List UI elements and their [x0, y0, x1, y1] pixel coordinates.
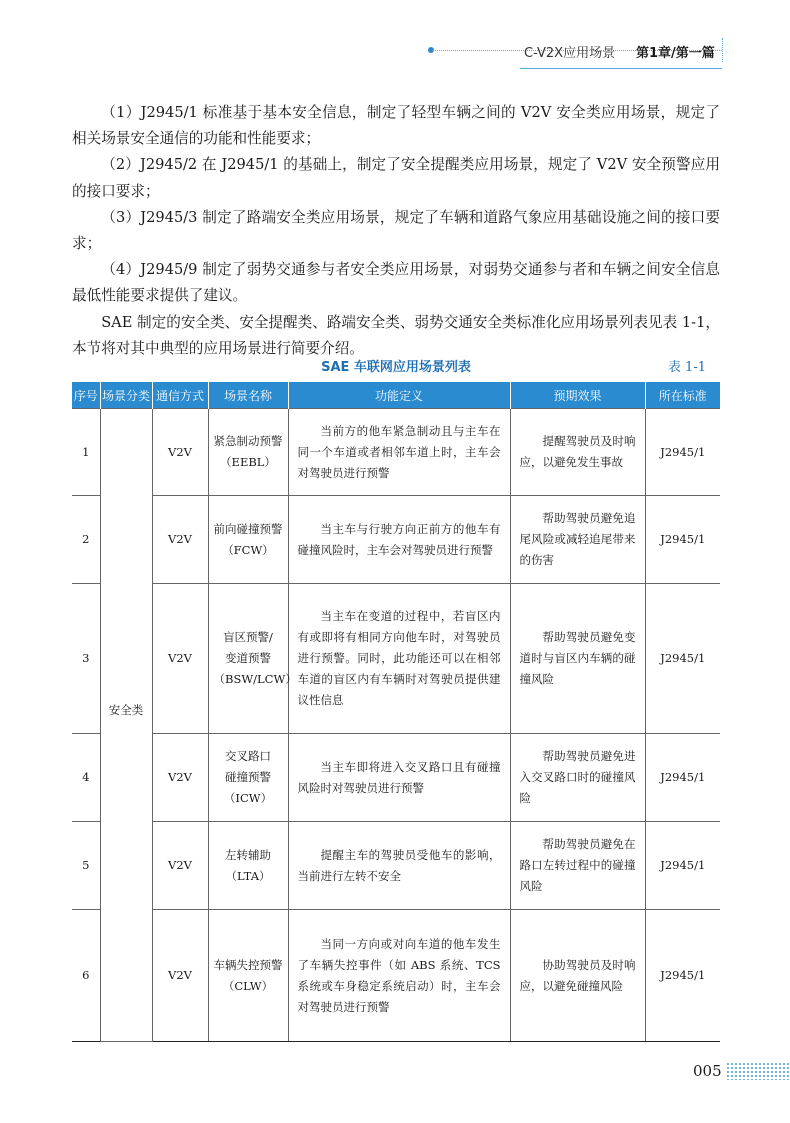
row-function-text: 当主车即将进入交叉路口且有碰撞风险时对驾驶员进行预警	[297, 759, 501, 795]
row-name-line: 交叉路口	[225, 749, 271, 763]
table-header-row	[72, 382, 720, 409]
row-effect	[510, 910, 645, 1042]
row-comm: V2V	[152, 496, 208, 584]
row-function-text: 提醒主车的驾驶员受他车的影响，当前进行左转不安全	[297, 847, 501, 883]
header-vertical-line	[722, 38, 723, 62]
row-function-text: 当前方的他车紧急制动且与主车在同一个车道或者相邻车道上时，主车会对驾驶员进行预警	[297, 423, 501, 480]
row-standard: J2945/1	[645, 496, 720, 584]
row-name	[208, 822, 288, 910]
row-effect-text: 帮助驾驶员避免进入交叉路口时的碰撞风险	[519, 749, 636, 805]
header-underline	[520, 68, 722, 69]
row-name	[208, 734, 288, 822]
row-effect	[510, 734, 645, 822]
row-comm: V2V	[152, 584, 208, 734]
row-name	[208, 910, 288, 1042]
table-number: 表 1-1	[667, 360, 706, 375]
header-function: 功能定义	[288, 382, 510, 409]
row-standard: J2945/1	[645, 584, 720, 734]
row-no: 3	[72, 584, 100, 734]
row-effect-text: 帮助驾驶员避免追尾风险或减轻追尾带来的伤害	[519, 511, 636, 567]
row-name-line: 盲区预警/	[223, 630, 273, 644]
header-no: 序号	[72, 382, 100, 409]
row-function	[288, 409, 510, 496]
table-row	[72, 409, 720, 496]
row-name-line: 紧急制动预警	[213, 434, 283, 448]
row-function	[288, 584, 510, 734]
row-function	[288, 822, 510, 910]
row-comm: V2V	[152, 822, 208, 910]
row-name-line: （ICW）	[223, 791, 273, 805]
row-function	[288, 910, 510, 1042]
row-effect	[510, 584, 645, 734]
table-row	[72, 496, 720, 584]
row-name-line: （LTA）	[225, 868, 271, 883]
row-effect	[510, 409, 645, 496]
row-no: 6	[72, 910, 100, 1042]
page-number: 005	[693, 1062, 722, 1080]
row-no: 5	[72, 822, 100, 910]
page-header	[0, 0, 790, 90]
row-standard: J2945/1	[645, 822, 720, 910]
row-function-text: 当同一方向或对向车道的他车发生了车辆失控事件（如 ABS 系统、TCS 系统或车身稳定系统启动）时，主车会对驾驶员进行预警	[297, 936, 501, 1014]
row-effect-text: 帮助驾驶员避免在路口左转过程中的碰撞风险	[519, 837, 636, 893]
row-name-line: （BSW/LCW）	[213, 672, 297, 686]
row-comm: V2V	[152, 409, 208, 496]
page-number-dots-decoration	[726, 1062, 790, 1080]
header-comm: 通信方式	[152, 382, 208, 409]
row-effect-text: 帮助驾驶员避免变道时与盲区内车辆的碰撞风险	[519, 630, 636, 686]
row-comm: V2V	[152, 734, 208, 822]
table-row	[72, 910, 720, 1042]
body-text	[72, 100, 720, 362]
scenario-table	[72, 382, 720, 1042]
row-name-line: 车辆失控预警	[213, 957, 283, 972]
row-name-line: 变道预警	[225, 651, 271, 665]
row-standard: J2945/1	[645, 734, 720, 822]
row-function-text: 当主车与行驶方向正前方的他车有碰撞风险时，主车会对驾驶员进行预警	[297, 521, 501, 557]
row-effect	[510, 822, 645, 910]
row-name-line: 前向碰撞预警	[213, 521, 283, 536]
table-row	[72, 734, 720, 822]
header-category: 场景分类	[100, 382, 152, 409]
header-book-title: C-V2X应用场景	[524, 46, 616, 61]
row-name-line: （EEBL）	[220, 455, 276, 469]
row-no: 4	[72, 734, 100, 822]
row-function-text: 当主车在变道的过程中，若盲区内有或即将有相同方向他车时，对驾驶员进行预警。同时，此功能还可以在相邻车道的盲区内有车辆时对驾驶员提供建议性信息	[297, 609, 501, 707]
header-standard: 所在标准	[645, 382, 720, 409]
row-name	[208, 496, 288, 584]
category-cell	[100, 409, 152, 1042]
row-no: 1	[72, 409, 100, 496]
row-standard: J2945/1	[645, 910, 720, 1042]
row-standard: J2945/1	[645, 409, 720, 496]
paragraph-j2945-3: （3）J2945/3 制定了路端安全类应用场景，规定了车辆和道路气象应用基础设施之间的接口要求；	[72, 208, 720, 253]
row-name	[208, 409, 288, 496]
paragraph-summary: SAE 制定的安全类、安全提醒类、路端安全类、弱势交通安全类标准化应用场景列表见表 1-1，本节将对其中典型的应用场景进行简要介绍。	[72, 313, 720, 357]
header-name: 场景名称	[208, 382, 288, 409]
table-row	[72, 584, 720, 734]
row-name	[208, 584, 297, 734]
row-no: 2	[72, 496, 100, 584]
paragraph-j2945-1: （1）J2945/1 标准基于基本安全信息，制定了轻型车辆之间的 V2V 安全类应用场景，规定了相关场景安全通信的功能和性能要求；	[72, 104, 720, 148]
paragraph-j2945-2: （2）J2945/2 在 J2945/1 的基础上，制定了安全提醒类应用场景，规定了 V2V 安全预警应用的接口要求；	[72, 156, 720, 200]
category-label: 安全类	[108, 703, 144, 717]
row-effect	[510, 496, 645, 584]
header-effect: 预期效果	[510, 382, 645, 409]
paragraph-j2945-9: （4）J2945/9 制定了弱势交通参与者安全类应用场景，对弱势交通参与者和车辆之间安全信息最低性能要求提供了建议。	[72, 261, 720, 305]
row-function	[288, 496, 510, 584]
row-function	[288, 734, 510, 822]
header-chapter: 第1章/第一篇	[636, 46, 715, 61]
row-name-line: （FCW）	[222, 542, 274, 557]
row-name-line: （CLW）	[222, 978, 274, 993]
row-name-line: 左转辅助	[225, 847, 271, 862]
table-caption	[72, 356, 720, 378]
table-row	[72, 822, 720, 910]
row-effect-text: 提醒驾驶员及时响应，以避免发生事故	[519, 434, 636, 469]
row-comm: V2V	[152, 910, 208, 1042]
table-title: SAE 车联网应用场景列表	[321, 360, 471, 375]
row-name-line: 碰撞预警	[225, 770, 271, 784]
row-effect-text: 协助驾驶员及时响应，以避免碰撞风险	[519, 957, 636, 993]
